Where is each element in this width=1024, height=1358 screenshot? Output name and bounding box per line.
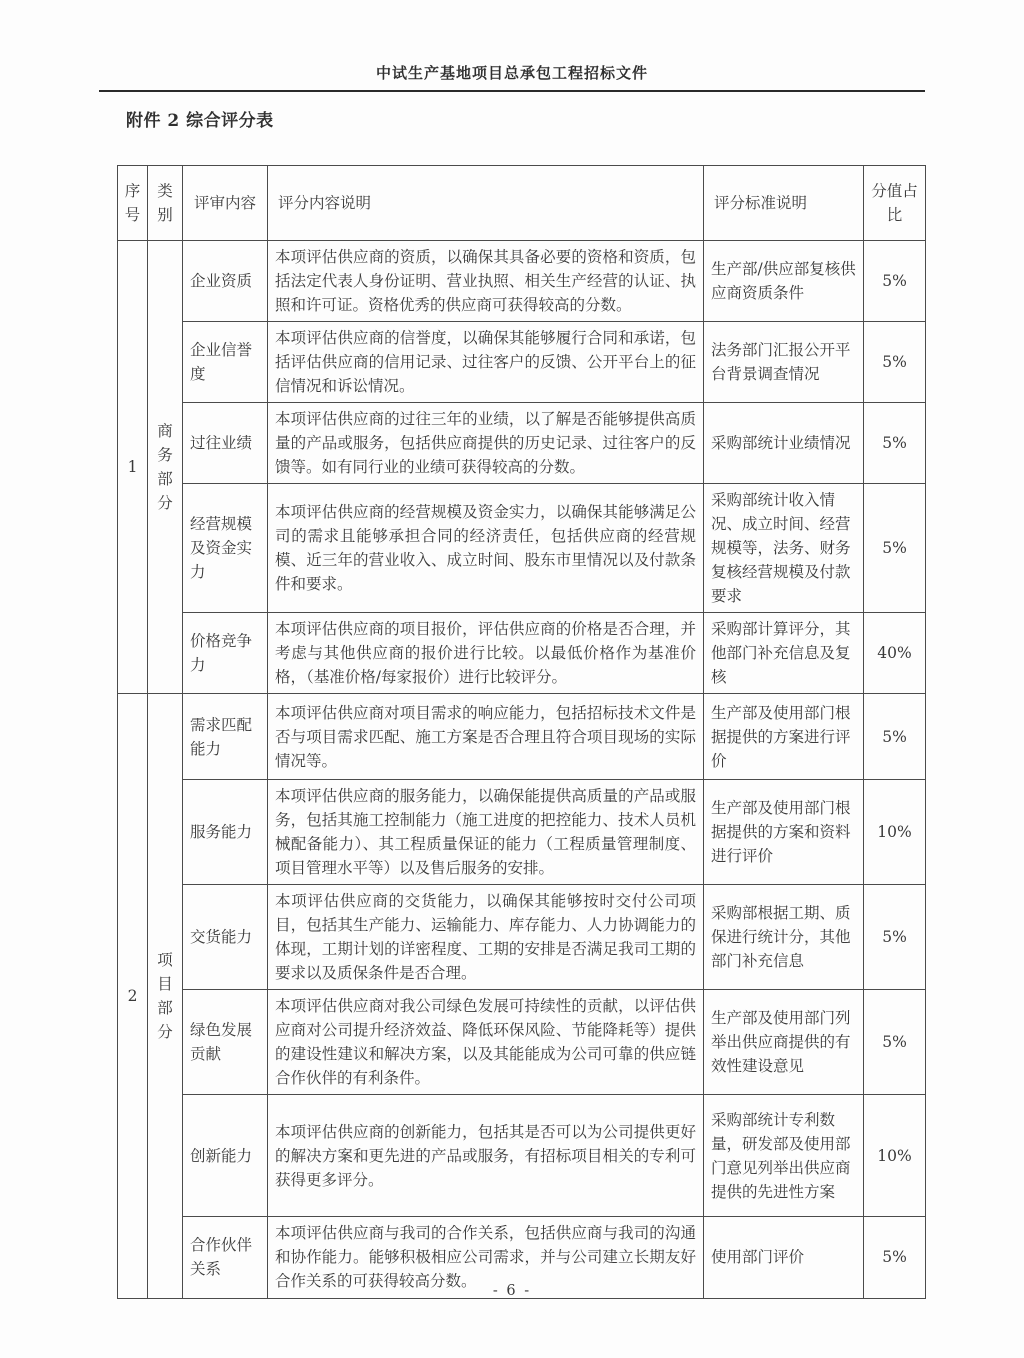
cell-weight: 5%: [864, 403, 926, 484]
cell-standard: 采购部统计专利数量，研发部及使用部门意见列举出供应商提供的先进性方案: [704, 1095, 864, 1217]
header-standard: 评分标准说明: [704, 166, 864, 241]
cell-weight: 5%: [864, 322, 926, 403]
table-row: [118, 990, 926, 1095]
cell-standard: 法务部门汇报公开平台背景调查情况: [704, 322, 864, 403]
document-header-title: 中试生产基地项目总承包工程招标文件: [375, 64, 648, 82]
header-divider-line: [99, 90, 925, 92]
header-category: 类别: [148, 166, 183, 241]
cell-weight: 5%: [864, 484, 926, 613]
header-content: 评分内容说明: [268, 166, 704, 241]
cell-standard: 采购部计算评分，其他部门补充信息及复核: [704, 613, 864, 694]
table-header-row: [118, 166, 926, 241]
cell-standard: 采购部根据工期、质保进行统计分，其他部门补充信息: [704, 885, 864, 990]
cell-standard: 采购部统计业绩情况: [704, 403, 864, 484]
cell-standard: 采购部统计收入情况、成立时间、经营规模等，法务、财务复核经营规模及付款要求: [704, 484, 864, 613]
cell-standard: 生产部及使用部门根据提供的方案进行评价: [704, 694, 864, 780]
cell-item: 企业资质: [183, 241, 268, 322]
cell-standard: 生产部及使用部门根据提供的方案和资料进行评价: [704, 780, 864, 885]
cell-item: 经营规模及资金实力: [183, 484, 268, 613]
cell-weight: 10%: [864, 1095, 926, 1217]
cell-weight: 5%: [864, 885, 926, 990]
section-no: 2: [118, 694, 148, 1298]
cell-content: 本项评估供应商的资质，以确保其具备必要的资格和资质，包括法定代表人身份证明、营业执照、相关生产经营的认证、执照和许可证。资格优秀的供应商可获得较高的分数。: [268, 241, 704, 322]
attachment-title: 附件 2 综合评分表: [126, 111, 274, 131]
section-category: 项目部分: [148, 694, 183, 1298]
table-row: [118, 885, 926, 990]
table-row: [118, 1095, 926, 1217]
cell-item: 企业信誉度: [183, 322, 268, 403]
cell-content: 本项评估供应商的过往三年的业绩，以了解是否能够提供高质量的产品或服务，包括供应商提供的历史记录、过往客户的反馈等。如有同行业的业绩可获得较高的分数。: [268, 403, 704, 484]
table-row: [118, 484, 926, 613]
cell-standard: 生产部及使用部门列举出供应商提供的有效性建设意见: [704, 990, 864, 1095]
cell-weight: 5%: [864, 1217, 926, 1298]
cell-standard: 生产部/供应部复核供应商资质条件: [704, 241, 864, 322]
cell-content: 本项评估供应商的项目报价，评估供应商的价格是否合理，并考虑与其他供应商的报价进行比较。以最低价格作为基准价格，（基准价格/每家报价）进行比较评分。: [268, 613, 704, 694]
cell-weight: 40%: [864, 613, 926, 694]
cell-item: 价格竞争力: [183, 613, 268, 694]
cell-item: 创新能力: [183, 1095, 268, 1217]
cell-content: 本项评估供应商的交货能力，以确保其能够按时交付公司项目，包括其生产能力、运输能力、库存能力、人力协调能力的体现，工期计划的详密程度、工期的安排是否满足我司工期的要求以及质保条件是否合理。: [268, 885, 704, 990]
header-item: 评审内容: [183, 166, 268, 241]
cell-item: 需求匹配能力: [183, 694, 268, 780]
score-table: [117, 165, 926, 1299]
table-row: [118, 403, 926, 484]
header-weight: 分值占比: [864, 166, 926, 241]
table-row: [118, 780, 926, 885]
cell-item: 绿色发展贡献: [183, 990, 268, 1095]
cell-item: 合作伙伴关系: [183, 1217, 268, 1298]
cell-content: 本项评估供应商的信誉度，以确保其能够履行合同和承诺，包括评估供应商的信用记录、过往客户的反馈、公开平台上的征信情况和诉讼情况。: [268, 322, 704, 403]
header-no: 序号: [118, 166, 148, 241]
cell-weight: 5%: [864, 694, 926, 780]
section-category: 商务部分: [148, 241, 183, 694]
cell-weight: 5%: [864, 990, 926, 1095]
table-row: [118, 613, 926, 694]
table-row: [118, 322, 926, 403]
cell-standard: 使用部门评价: [704, 1217, 864, 1298]
cell-content: 本项评估供应商对项目需求的响应能力，包括招标技术文件是否与项目需求匹配、施工方案是否合理且符合项目现场的实际情况等。: [268, 694, 704, 780]
section-no: 1: [118, 241, 148, 694]
cell-item: 交货能力: [183, 885, 268, 990]
table-row: [118, 694, 926, 780]
page-number: - 6 -: [492, 1283, 532, 1299]
cell-content: 本项评估供应商的经营规模及资金实力，以确保其能够满足公司的需求且能够承担合同的经济责任，包括供应商的经营规模、近三年的营业收入、成立时间、股东市里情况以及付款条件和要求。: [268, 484, 704, 613]
cell-content: 本项评估供应商对我公司绿色发展可持续性的贡献，以评估供应商对公司提升经济效益、降低环保风险、节能降耗等）提供的建设性建议和解决方案，以及其能能成为公司可靠的供应链合作伙伴的有利条件。: [268, 990, 704, 1095]
cell-item: 服务能力: [183, 780, 268, 885]
cell-content: 本项评估供应商的创新能力，包括其是否可以为公司提供更好的解决方案和更先进的产品或服务，有招标项目相关的专利可获得更多评分。: [268, 1095, 704, 1217]
cell-weight: 5%: [864, 241, 926, 322]
cell-content: 本项评估供应商的服务能力，以确保能提供高质量的产品或服务，包括其施工控制能力（施工进度的把控能力、技术人员机械配备能力）、其工程质量保证的能力（工程质量管理制度、项目管理水平等）以及售后服务的安排。: [268, 780, 704, 885]
cell-item: 过往业绩: [183, 403, 268, 484]
cell-content: 本项评估供应商与我司的合作关系，包括供应商与我司的沟通和协作能力。能够积极相应公司需求，并与公司建立长期友好合作关系的可获得较高分数。: [268, 1217, 704, 1298]
cell-weight: 10%: [864, 780, 926, 885]
table-row: [118, 241, 926, 322]
